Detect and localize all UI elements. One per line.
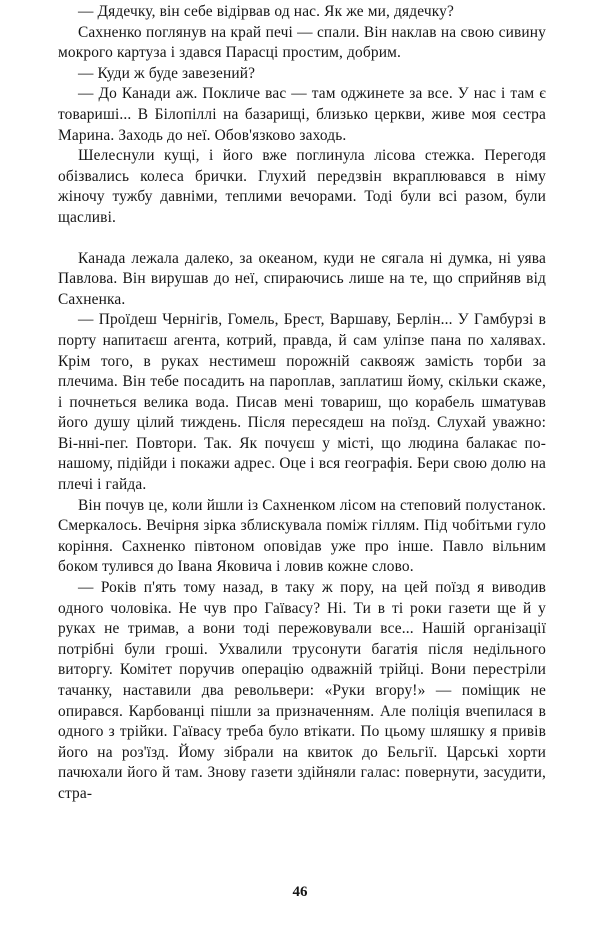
paragraph-5: Шелеснули кущі, і його вже поглинула лісова стежка. Перегодя обізвались колеса брички. Глухий передзвін вкраплювався в німу жіночу тужбу давніми, теплими вечорами. Тоді були всі разом, були щасливі.	[58, 147, 546, 226]
paragraph-2: Сахненко поглянув на край печі — спали. Він наклав на свою сивину мокрого картуза і здався Парасці простим, добрим.	[58, 23, 546, 62]
paragraph-1: — Дядечку, він себе відірвав од нас. Як же ми, дядечку?	[78, 3, 454, 20]
paragraph-6: Канада лежала далеко, за океаном, куди не сягала ні думка, ні уява Павлова. Він вирушав до неї, спираючись лише на те, що сприйняв від Сахненка.	[58, 249, 546, 308]
paragraph-3: — Куди ж буде завезений?	[78, 64, 256, 82]
page-number: 46	[292, 884, 308, 900]
section-break	[58, 229, 546, 249]
paragraph-9: — Років п'ять тому назад, в таку ж пору, на цей поїзд я виводив одного чоловіка. Не чув про Гаївасу? Ні. Ти в ті роки газети ще й у руках не тримав, а вони тоді пережовували все... Нашій організації потрібні були гроші. Ухвалили трусонути багатія після недільного виторгу. Комітет поручив операцію одважній трійці. Вони перестріли тачанку, наставили два револьвери: «Руки вгору!» — поміщик не опирався. Карбованці пішли за призначенням. Але поліція вчепилася в одного з трійки. Гаївасу треба було втікати. По цьому шляшку я привів його на роз'їзд. Йому зібрали на квиток до Бельгії. Царські хорти пачюхали його й там. Знову газети здійняли галас: повернути, засудити, стра-	[58, 579, 546, 802]
page-body	[58, 2, 546, 805]
paragraph-7: — Проїдеш Чернігів, Гомель, Брест, Варшаву, Берлін... У Гамбурзі в порту напитаєш агента, котрий, правда, й сам уліпзе пана по халявах. Крім того, в руках нестимеш порожній саквояж замість торби за плечима. Він тебе посадить на пароплав, заплатиш йому, скільки скаже, і почнеться велика вода. Писав мені товариш, що корабель шматував його душу цілий тиждень. Після пересядеш на поїзд. Слухай уважно: Ві-нні-пег. Повтори. Так. Як почуєш у місті, що людина балакає по-нашому, підійди і покажи адрес. Оце і вся географія. Бери свою долю на плечі і гайда.	[58, 311, 546, 494]
paragraph-4: — До Канади аж. Покличе вас — там оджинете за все. У нас і там є товариші... В Білопіллі на базарищі, близько церкви, живе моя сестра Марина. Заходь до неї. Обов'язково заходь.	[58, 85, 546, 144]
paragraph-8: Він почув це, коли йшли із Сахненком лісом на степовий полустанок. Смеркалось. Вечірня зірка зблискувала поміж гіллям. Під чобітьми гуло коріння. Сахненко півтоном оповідав уже про інше. Павло вільним боком тулився до Івана Яковича і ловив кожне слово.	[58, 496, 546, 576]
